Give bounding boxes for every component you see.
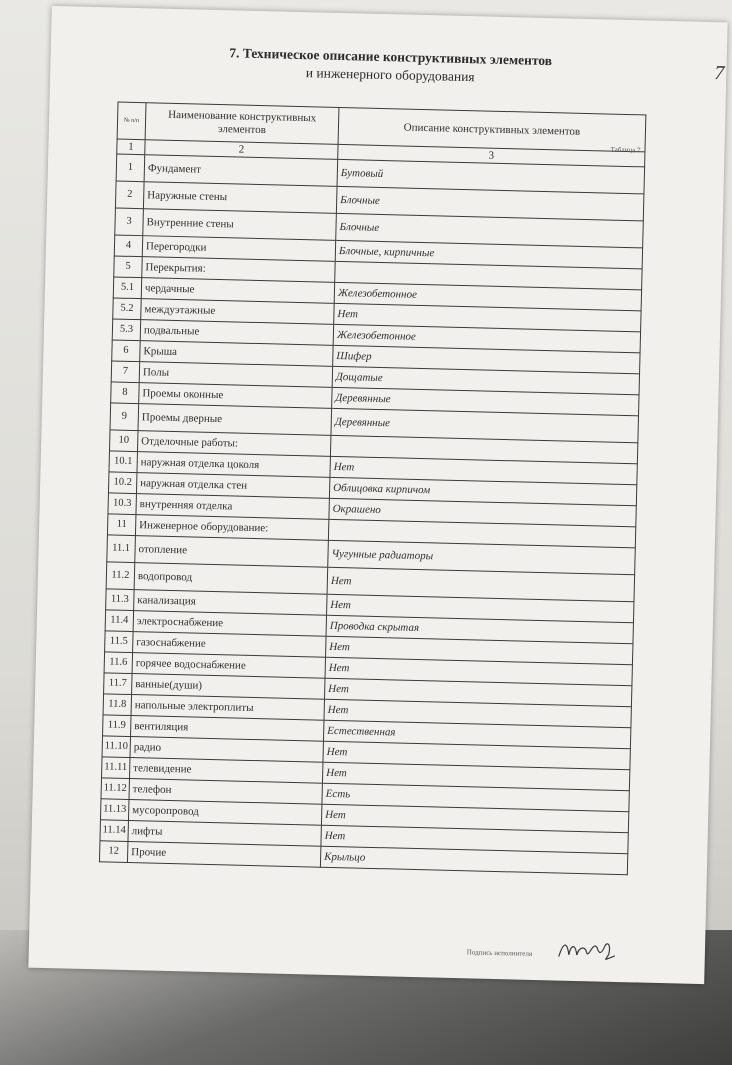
- row-number: 7: [111, 361, 140, 383]
- row-description: Нет: [325, 657, 632, 685]
- row-number: 11.11: [102, 757, 131, 779]
- row-element-name: ванные(души): [132, 674, 325, 700]
- row-element-name: горячее водоснабжение: [132, 653, 325, 679]
- row-number: 3: [115, 208, 144, 236]
- row-element-name: Прочие: [127, 841, 320, 867]
- row-description: Нет: [324, 699, 631, 727]
- row-description: Дощатые: [332, 366, 639, 394]
- row-description: Железобетонное: [334, 282, 641, 310]
- index-cell-3: 3: [338, 144, 645, 166]
- row-description: Нет: [330, 456, 637, 484]
- row-number: 11.13: [100, 799, 129, 821]
- row-element-name: подвальные: [140, 320, 333, 346]
- title-line-1: 7. Техническое описание конструктивных элементов: [229, 45, 553, 69]
- document-title: [110, 41, 671, 91]
- handwritten-signature: [557, 937, 618, 964]
- page-number: 7: [714, 62, 725, 85]
- row-description: Нет: [323, 741, 630, 769]
- row-number: 11.12: [101, 778, 130, 800]
- row-number: 5.1: [113, 277, 142, 299]
- row-element-name: отопление: [135, 536, 329, 568]
- row-number: 11.14: [100, 820, 129, 842]
- row-description: Нет: [334, 303, 641, 331]
- row-description: Нет: [321, 825, 628, 853]
- row-element-name: канализация: [134, 590, 327, 616]
- row-number: 2: [115, 181, 144, 209]
- row-element-name: газоснабжение: [133, 632, 326, 658]
- row-description: Проводка скрытая: [326, 615, 633, 643]
- row-number: 5.2: [113, 298, 142, 320]
- row-number: 11.6: [104, 652, 133, 674]
- row-number: 10.2: [108, 472, 137, 494]
- row-description: Железобетонное: [333, 324, 640, 352]
- row-element-name: вентиляция: [131, 716, 324, 742]
- row-number: 12: [99, 841, 128, 863]
- row-description: Нет: [326, 636, 633, 664]
- header-num: № п/п: [117, 102, 146, 140]
- row-description: Блочные: [336, 186, 644, 220]
- row-description: Естественная: [323, 720, 630, 748]
- row-number: 11.8: [103, 694, 132, 716]
- row-element-name: Внутренние стены: [143, 209, 337, 241]
- row-number: 5.3: [112, 319, 141, 341]
- row-number: 10.3: [108, 493, 137, 515]
- row-element-name: Крыша: [140, 341, 333, 367]
- row-element-name: лифты: [128, 821, 321, 847]
- row-description: Бутовый: [337, 159, 645, 193]
- row-element-name: Полы: [139, 362, 332, 388]
- title-line-2: и инженерного оборудования: [305, 65, 475, 85]
- row-description: Крыльцо: [320, 846, 627, 874]
- row-number: 10.1: [109, 451, 138, 473]
- row-description: Нет: [324, 678, 631, 706]
- index-cell-1: 1: [117, 139, 145, 155]
- row-description: Блочные, кирпичные: [335, 240, 642, 268]
- row-element-name: телевидение: [129, 758, 322, 784]
- row-element-name: Отделочные работы:: [137, 431, 330, 457]
- row-element-name: Перегородки: [142, 236, 335, 262]
- row-element-name: Инженерное оборудование:: [135, 515, 328, 541]
- row-number: 6: [112, 340, 141, 362]
- row-number: 10: [109, 430, 138, 452]
- table-label: Таблица 7: [610, 145, 641, 155]
- row-description: Нет: [321, 804, 628, 832]
- row-element-name: Проемы дверные: [138, 404, 332, 436]
- row-description: Облицовка кирпичом: [329, 477, 636, 505]
- row-element-name: телефон: [129, 779, 322, 805]
- row-element-name: напольные электроплиты: [131, 695, 324, 721]
- row-description: Деревянные: [331, 408, 639, 442]
- row-description: Чугунные радиаторы: [328, 540, 636, 574]
- row-element-name: внутренняя отделка: [136, 494, 329, 520]
- row-number: 11.4: [105, 610, 134, 632]
- spec-table: [99, 102, 646, 876]
- row-element-name: Наружные стены: [143, 182, 337, 214]
- row-element-name: Фундамент: [144, 155, 338, 187]
- row-number: 11.1: [107, 535, 136, 563]
- row-number: 11.2: [106, 562, 135, 590]
- row-number: 11.3: [106, 589, 135, 611]
- row-description: Блочные: [336, 213, 644, 247]
- row-number: 11.5: [105, 631, 134, 653]
- signature-label: Подпись исполнителя: [466, 948, 533, 958]
- header-desc-text: Описание конструктивных элементов: [403, 121, 581, 138]
- row-element-name: электроснабжение: [133, 611, 326, 637]
- row-element-name: водопровод: [134, 563, 328, 595]
- row-number: 4: [114, 235, 143, 257]
- row-element-name: Перекрытия:: [142, 257, 335, 283]
- row-element-name: радио: [130, 737, 323, 763]
- row-number: 11.9: [103, 715, 132, 737]
- row-number: 11.10: [102, 736, 131, 758]
- row-number: 8: [111, 382, 140, 404]
- row-description: Нет: [327, 594, 634, 622]
- row-number: 9: [110, 403, 139, 431]
- row-element-name: междуэтажные: [141, 299, 334, 325]
- row-description: Нет: [322, 762, 629, 790]
- row-description: Деревянные: [332, 387, 639, 415]
- row-number: 5: [114, 256, 143, 278]
- row-description: Есть: [322, 783, 629, 811]
- row-description: Нет: [327, 567, 635, 601]
- index-cell-2: 2: [145, 140, 338, 160]
- row-element-name: наружная отделка цоколя: [137, 452, 330, 478]
- row-element-name: чердачные: [141, 278, 334, 304]
- row-number: 11: [107, 514, 136, 536]
- row-element-name: наружная отделка стен: [136, 473, 329, 499]
- row-number: 11.7: [104, 673, 133, 695]
- header-name: Наименование конструктивных элементов: [145, 103, 339, 145]
- row-element-name: Проемы оконные: [139, 383, 332, 409]
- row-description: Окрашено: [329, 498, 636, 526]
- document-page: [28, 6, 727, 984]
- row-element-name: мусоропровод: [128, 800, 321, 826]
- row-description: Шифер: [333, 345, 640, 373]
- row-number: 1: [116, 154, 145, 182]
